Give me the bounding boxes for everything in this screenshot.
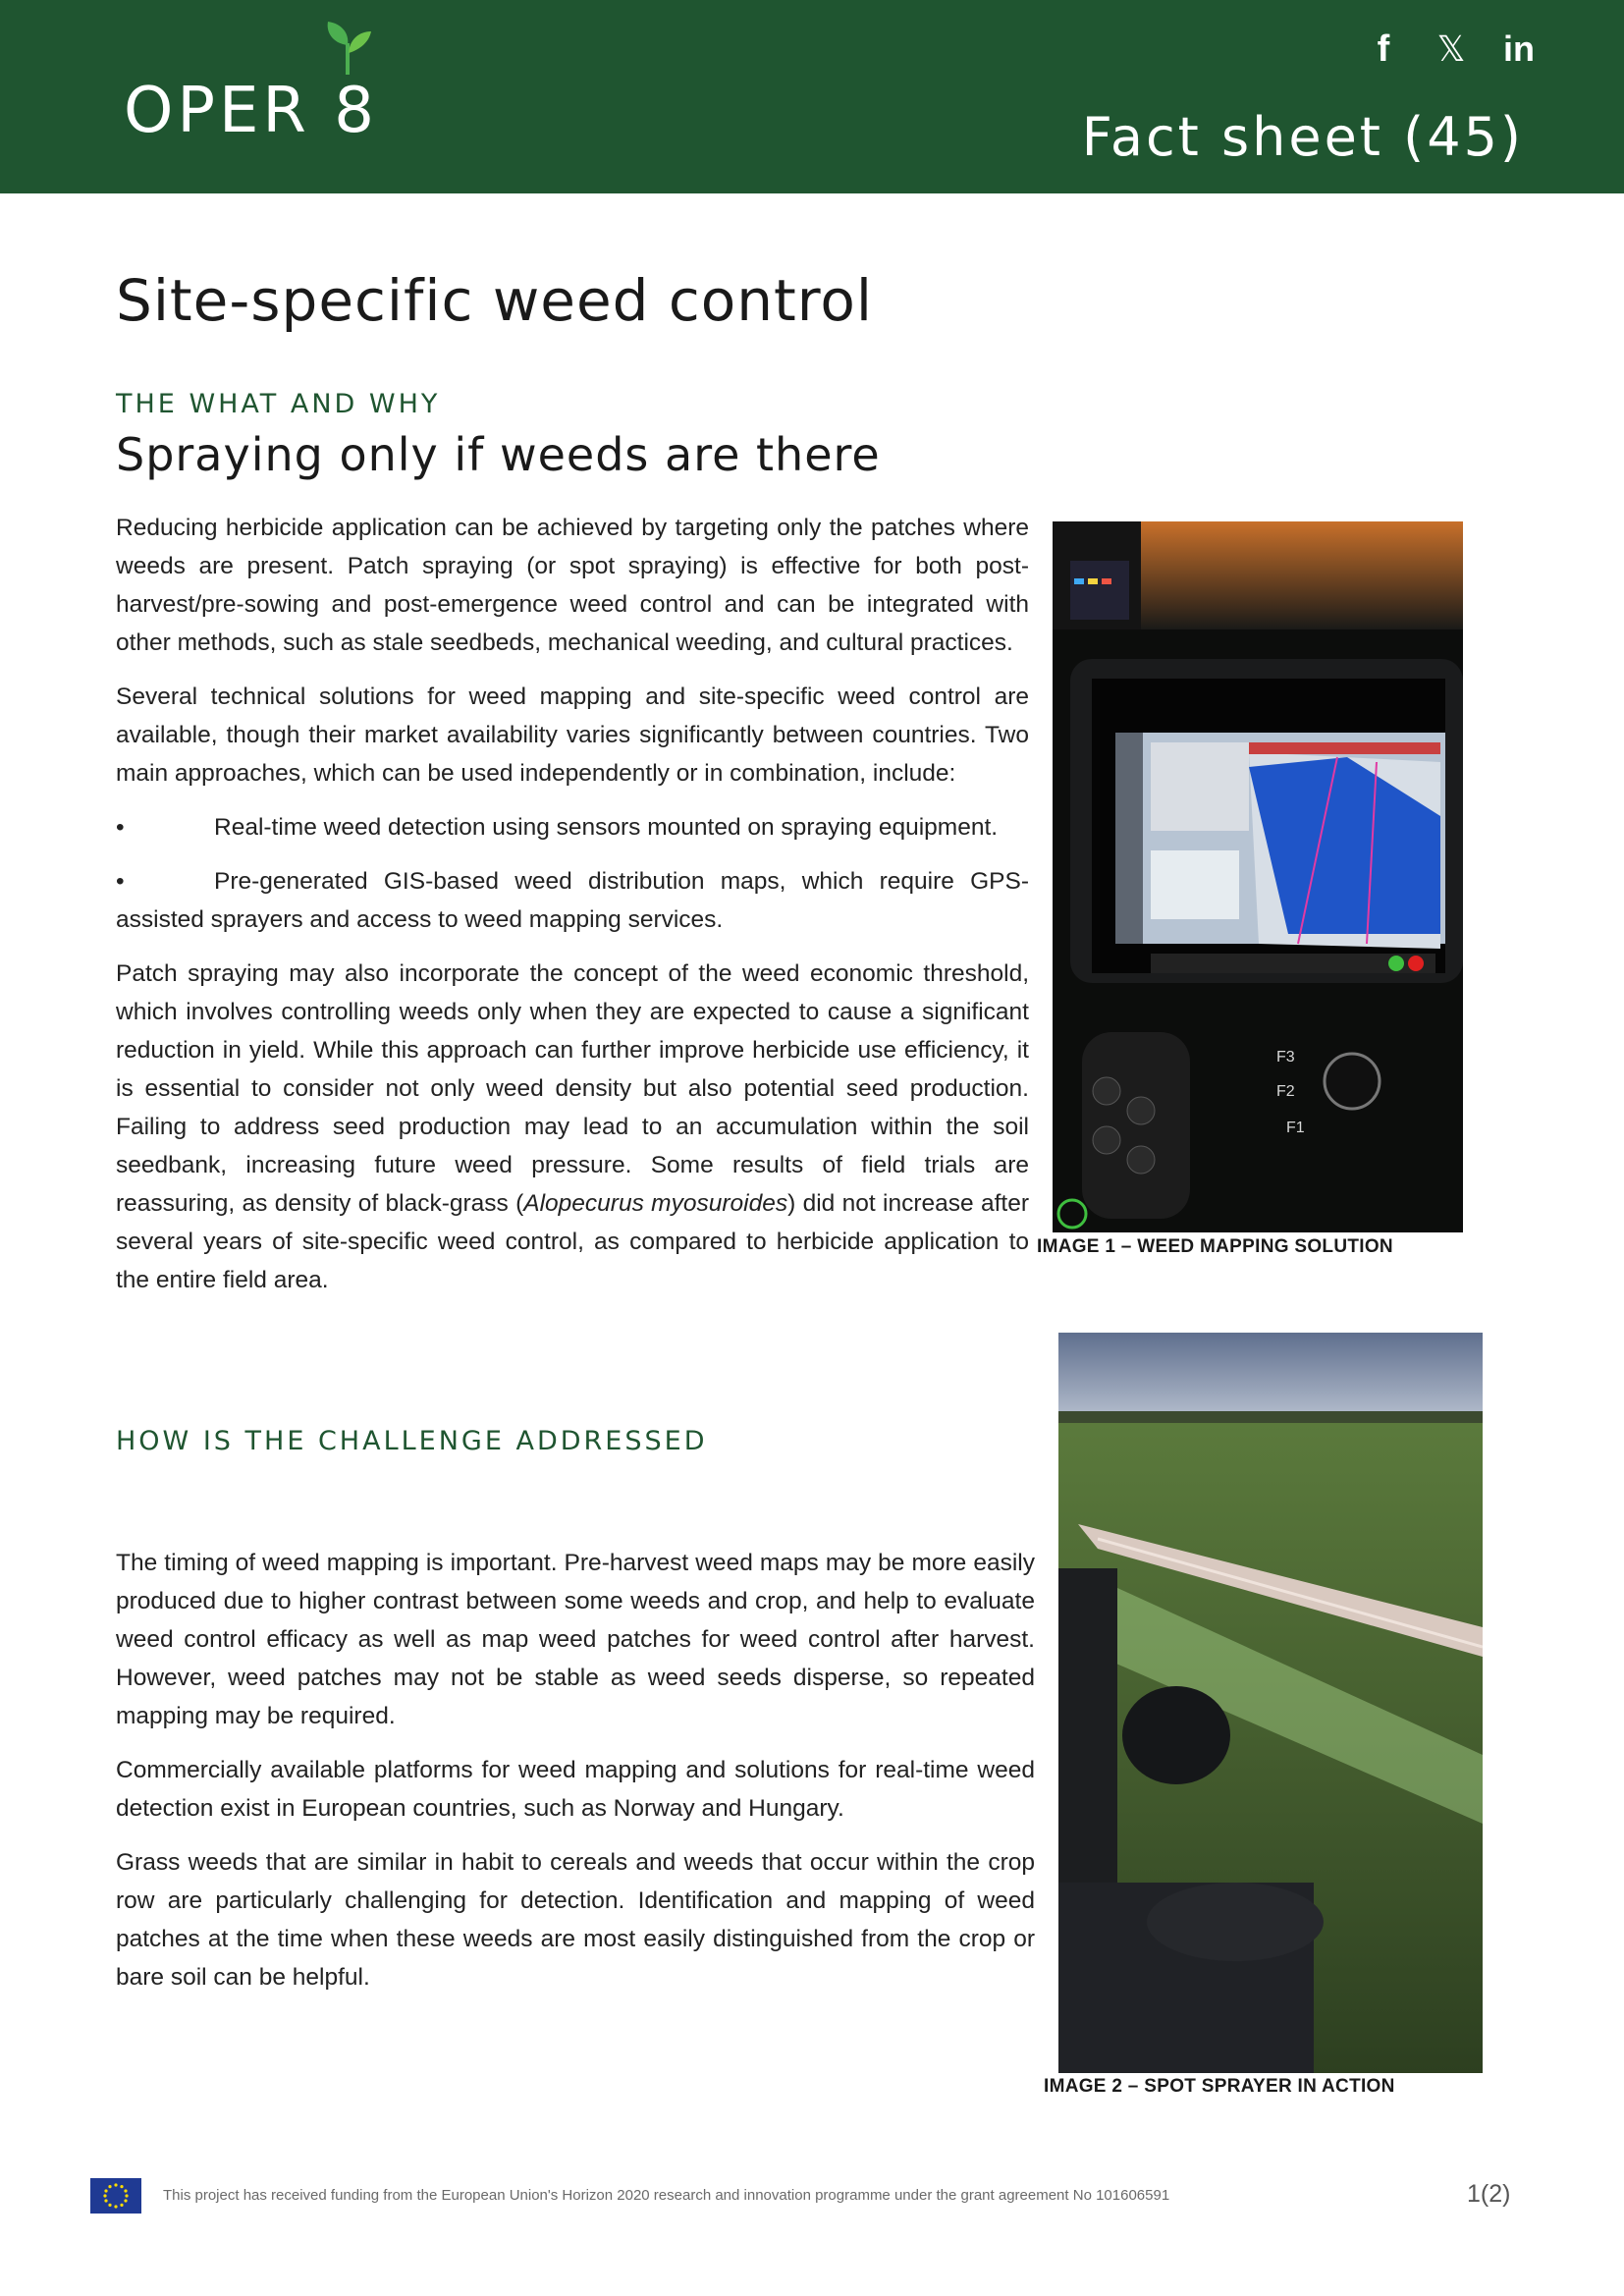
linkedin-icon[interactable]: in [1503,28,1535,69]
key-label: F3 [1276,1049,1295,1066]
paragraph-text: ) did not increase after several years of site-specific weed control, as compared to herbicide application to the entire field area. [116,1190,1029,1293]
paragraph: Several technical solutions for weed mapping and site-specific weed control are available, though their market availability varies significantly between countries. Two main approaches, which can be used independently or in combination, include: [116,683,1029,787]
paragraph: Commercially available platforms for weed mapping and solutions for real-time weed detection exist in European countries, such as Norway and Hungary. [116,1757,1035,1822]
spot-sprayer-photo [1058,1333,1483,2073]
image2-caption: IMAGE 2 – SPOT SPRAYER IN ACTION [1044,2076,1395,2097]
facebook-icon[interactable]: f [1377,28,1390,70]
header-bar [0,0,1624,193]
x-twitter-icon[interactable]: 𝕏 [1436,28,1466,69]
eu-flag-icon [90,2178,141,2214]
species-name: Alopecurus myosuroides [523,1190,788,1217]
key-label: F1 [1286,1120,1305,1136]
sprout-icon [318,20,377,75]
section2-body [116,1544,1035,2012]
terminal-illustration [1053,521,1463,1232]
paragraph: The timing of weed mapping is important. Pre-harvest weed maps may be more easily produced due to higher contrast between some weeds and crop, and help to evaluate weed control efficacy as well as map weed patches for weed control after harvest. However, weed patches may not be stable as weed seeds disperse, so repeated mapping may be required. [116,1550,1035,1729]
section-heading: Spraying only if weeds are there [116,428,881,481]
paragraph: Reducing herbicide application can be achieved by targeting only the patches where weeds are present. Patch spraying (or spot spraying) is effective for both post-harvest/pre-sowing and post-emergence weed control and can be integrated with other methods, such as stale seedbeds, mechanical weeding, and cultural practices. [116,515,1029,656]
bullet-item [116,808,1029,847]
key-label: F2 [1276,1083,1295,1100]
section1-body [116,509,1029,1315]
page-title: Site-specific weed control [116,267,873,334]
paragraph [116,955,1029,1299]
bullet-text: Real-time weed detection using sensors mounted on spraying equipment. [214,814,999,841]
fact-sheet-number: Fact sheet (45) [1081,106,1524,168]
weed-mapping-terminal-photo [1053,521,1463,1232]
paragraph-text: Patch spraying may also incorporate the concept of the weed economic threshold, which involves controlling weeds only when they are expected to cause a significant reduction in yield. While this approach can further improve herbicide use efficiency, it is essential to consider not only weed density but also potential seed production. Failing to address seed production may lead to an accumulation within the soil seedbank, increasing future weed pressure. Some results of field trials are reassuring, as density of black-grass ( [116,960,1029,1217]
bullet-text: Pre-generated GIS-based weed distribution maps, which require GPS-assisted sprayers and access to weed mapping services. [116,868,1029,933]
sprayer-illustration [1058,1333,1483,2073]
section-label-what-why: THE WHAT AND WHY [116,389,441,419]
bullet-marker: • [116,814,125,841]
logo-text: OPER 8 [124,75,378,147]
paragraph: Grass weeds that are similar in habit to cereals and weeds that occur within the crop row are particularly challenging for detection. Identification and mapping of weed patches at the time when these weeds are most easily distinguished from the crop or bare soil can be helpful. [116,1849,1035,1991]
bullet-marker: • [116,868,125,895]
section-label-challenge: HOW IS THE CHALLENGE ADDRESSED [116,1426,708,1456]
bullet-item [116,862,1029,939]
page-number: 1(2) [1467,2180,1511,2208]
image1-caption: IMAGE 1 – WEED MAPPING SOLUTION [1037,1236,1393,1257]
funding-statement: This project has received funding from the European Union's Horizon 2020 research and innovation programme under the grant agreement No 101606591 [163,2187,1170,2204]
